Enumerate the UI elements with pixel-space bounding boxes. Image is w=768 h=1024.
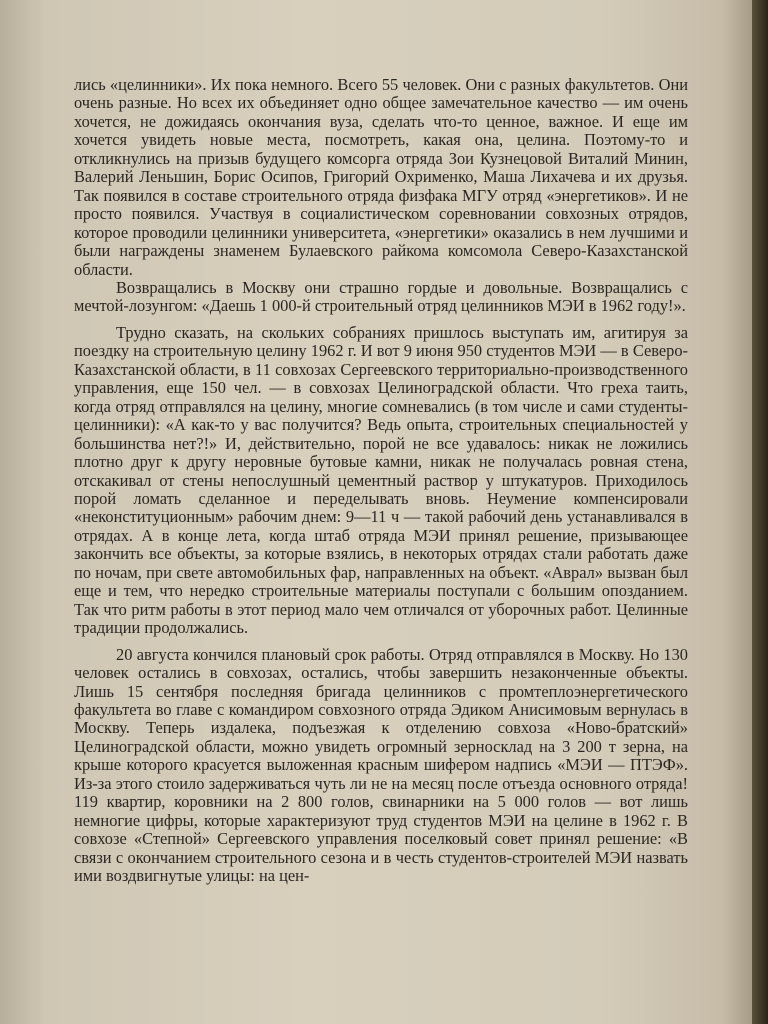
paragraph-4: 20 августа кончился плановый срок работы. Отряд отправлялся в Москву. Но 130 человек остались в совхозах, остались, чтобы завершить незаконченные объекты. Лишь 15 сентября последняя бригада целинников с промтеплоэнергетического факультета во главе с командиром совхозного отряда Эдиком Анисимовым вернулась в Москву. Теперь издалека, подъезжая к отделению совхоза «Ново-братский» Целиноградской области, можно увидеть огромный зерносклад на 3 200 т зерна, на крыше которого красуется выложенная красным шифером надпись «МЭИ — ПТЭФ». Из-за этого стоило задерживаться чуть ли не на месяц после отъезда основного отряда! 119 квартир, коровники на 2 800 голов, свинарники на 5 000 голов — вот лишь немногие цифры, которые характеризуют труд студентов МЭИ на целине в 1962 г. В совхозе «Степной» Сергеевского управления поселковый совет принял решение: «В связи с окончанием строительного сезона и в честь студентов-строителей МЭИ назвать ими воздвигнутые улицы: на цен- bbox=[74, 644, 688, 886]
page-text bbox=[74, 76, 688, 885]
paragraph-1: лись «целинники». Их пока немного. Всего 55 человек. Они с разных факультетов. Они очень разные. Но всех их объединяет одно общее замечательное качество — им очень хочется, не дожидаясь окончания вуза, сделать что-то ценное, важное. И еще им хочется увидеть новые места, посмотреть, какая она, целина. Поэтому-то и откликнулись на призыв будущего комсорга отряда Зои Кузнецовой Виталий Минин, Валерий Леньшин, Борис Осипов, Григорий Охрименко, Маша Лихачева и их друзья. Так появился в составе строительного отряда физфака МГУ отряд «энергетиков». И не просто появился. Участвуя в социалистическом соревновании совхозных отрядов, которое проводили целинники университета, «энергетики» оказались в нем лучшими и были награждены знаменем Булаевского райкома комсомола Северо-Казахстанской области. bbox=[74, 75, 688, 279]
book-binding-edge bbox=[752, 0, 768, 1024]
paragraph-2: Возвращались в Москву они страшно гордые и довольные. Возвращались с мечтой-лозунгом: «Даешь 1 000-й строительный отряд целинников МЭИ в 1962 году!». bbox=[74, 277, 688, 316]
paragraph-3: Трудно сказать, на скольких собраниях пришлось выступать им, агитируя за поездку на строительную целину 1962 г. И вот 9 июня 950 студентов МЭИ — в Северо-Казахстанской области, в 11 совхозах Сергеевского территориально-производственного управления, еще 150 чел. — в совхозах Целиноградской области. Что греха таить, когда отряд отправлялся на целину, многие сомневались (в том числе и сами студенты-целинники): «А как-то у вас получится? Ведь опыта, строительных специальностей у большинства нет?!» И, действительно, порой не все удавалось: никак не ложились плотно друг к другу неровные бутовые камни, никак не получалась ровная стена, отскакивал от стены непослушный цементный раствор у штукатуров. Приходилось порой ломать сделанное и переделывать вновь. Неумение компенсировали «неконституционным» рабочим днем: 9—11 ч — такой рабочий день устанавливался в отрядах. А в конце лета, когда штаб отряда МЭИ принял решение, призывающее закончить все объекты, за которые взялись, в некоторых отрядах стали работать даже по ночам, при свете автомобильных фар, направленных на объект. «Аврал» вызван был еще и тем, что нередко строительные материалы поступали с большим опозданием. Так что ритм работы в этот период мало чем отличался от уборочных работ. Целинные традиции продолжались. bbox=[74, 322, 688, 638]
